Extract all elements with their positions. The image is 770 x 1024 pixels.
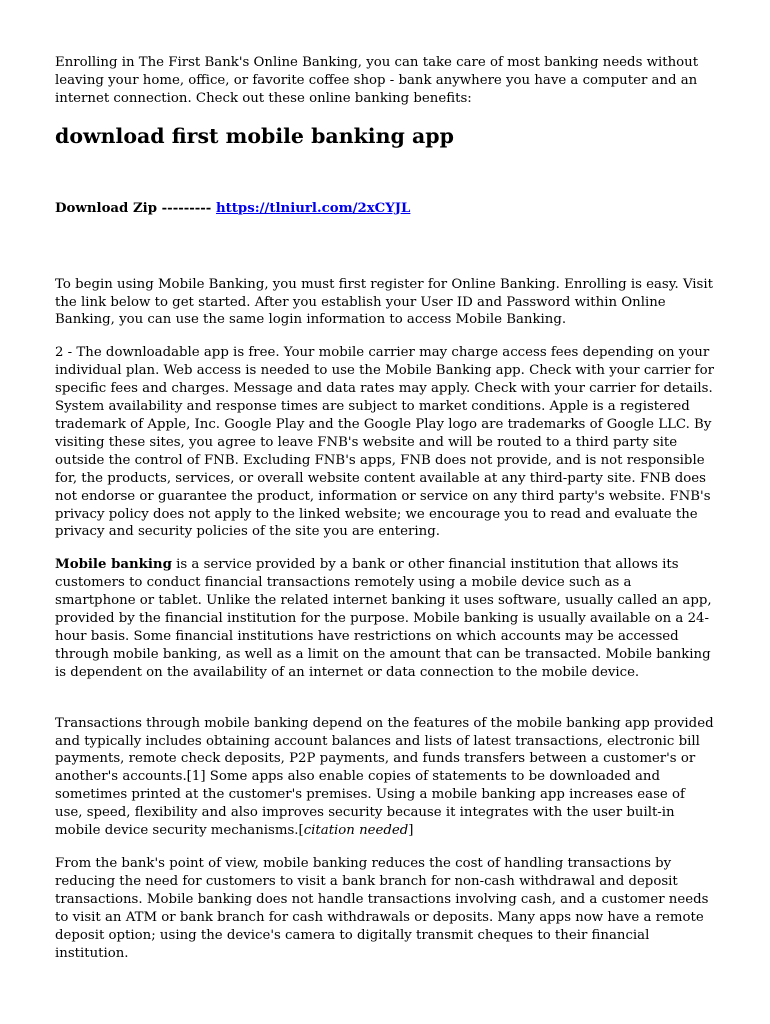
disclaimer-paragraph: 2 - The downloadable app is free. Your mobile carrier may charge access fees depending on your individual plan. Web access is needed to use the Mobile Banking app. Check with your carrier for specific fees and charges. Message and data rates may apply. Check with your carrier for details. System availability and response times are subject to market conditions. Apple is a registered trademark of Apple, Inc. Google Play and the Google Play logo are trademarks of Google LLC. By visiting these sites, you agree to leave FNB's website and will be routed to a third party site outside the control of FNB. Excluding FNB's apps, FNB does not provide, and is not responsible for, the products, services, or overall website content available at any third-party site. FNB does not endorse or guarantee the product, information or service on any third party's website. FNB's privacy policy does not apply to the linked website; we encourage you to read and evaluate the privacy and security policies of the site you are entering. bbox=[55, 345, 714, 540]
definition-paragraph bbox=[55, 556, 715, 681]
bank-view-paragraph: From the bank's point of view, mobile banking reduces the cost of handling transactions by reducing the need for customers to visit a bank branch for non-cash withdrawal and deposit transactions. Mobile banking does not handle transactions involving cash, and a customer needs to visit an ATM or bank branch for cash withdrawals or deposits. Many apps now have a remote deposit option; using the device's camera to digitally transmit cheques to their financial institution. bbox=[55, 856, 709, 961]
register-paragraph: To begin using Mobile Banking, you must first register for Online Banking. Enrolling is easy. Visit the link below to get started. After you establish your User ID and Password within Online Banking, you can use the same login information to access Mobile Banking. bbox=[55, 276, 713, 328]
download-link[interactable]: https://tlniurl.com/2xCYJL bbox=[215, 200, 411, 216]
page-heading: download first mobile banking app bbox=[55, 123, 454, 148]
transactions-end: ] bbox=[408, 823, 414, 839]
download-label: Download Zip --------- bbox=[55, 200, 212, 216]
intro-paragraph: Enrolling in The First Bank's Online Banking, you can take care of most banking needs without leaving your home, office, or favorite coffee shop - bank anywhere you have a computer and an internet connection. Check out these online banking benefits: bbox=[55, 55, 699, 106]
transactions-paragraph bbox=[55, 715, 715, 840]
definition-text: is a service provided by a bank or other financial institution that allows its customers to conduct financial transactions remotely using a mobile device such as a smartphone or tablet. Unlike the related internet banking it uses software, usually called an app, provided by the financial institution for the purpose. Mobile banking is usually available on a 24-hour basis. Some financial institutions have restrictions on which accounts may be accessed through mobile banking, as well as a limit on the amount that can be transacted. Mobile banking is dependent on the availability of an internet or data connection to the mobile device. bbox=[55, 557, 712, 680]
transactions-text: Transactions through mobile banking depend on the features of the mobile banking app provided and typically includes obtaining account balances and lists of latest transactions, electronic bill payments, remote check deposits, P2P payments, and funds transfers between a customer's or another's accounts.[1] Some apps also enable copies of statements to be downloaded and sometimes printed at the customer's premises. Using a mobile banking app increases ease of use, speed, flexibility and also improves security because it integrates with the user built-in mobile device security mechanisms.[ bbox=[55, 715, 714, 839]
download-line bbox=[55, 200, 715, 218]
definition-term: Mobile banking bbox=[55, 557, 172, 573]
citation-needed: citation needed bbox=[303, 823, 409, 839]
